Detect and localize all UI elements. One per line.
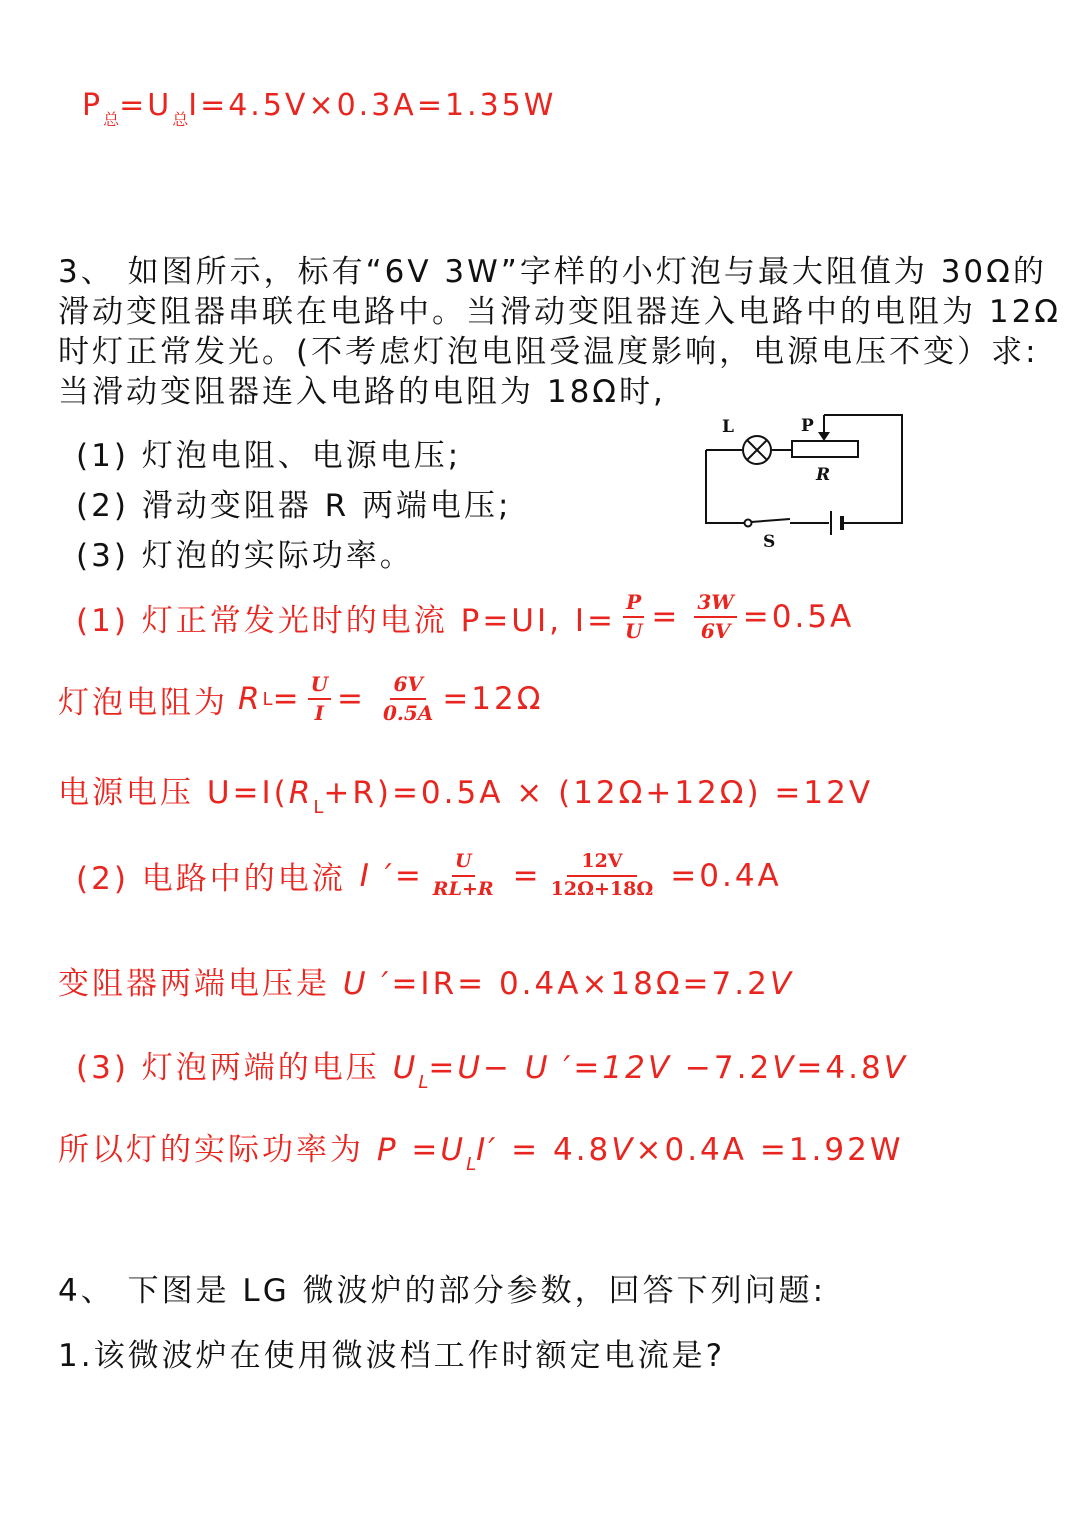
solution-step-1-prefix: (1) 灯正常发光时的电流 P=UI, I=: [76, 602, 616, 639]
problem3-line1: 3、 如图所示，标有“6V 3W”字样的小灯泡与最大阻值为 30Ω的: [58, 254, 1047, 290]
solution-step-5-prefix: 变阻器两端电压是: [58, 966, 330, 1002]
problem3-question-3: (3) 灯泡的实际功率。: [76, 538, 414, 574]
fraction-numerator: P: [623, 592, 644, 618]
solution-step-6-v: V: [772, 1050, 797, 1086]
circuit-wire-right: [824, 415, 902, 523]
solution-step-3-prefix: 电源电压 U=I(: [58, 775, 289, 811]
rheostat-slider-arrow: [818, 415, 830, 441]
fraction-denominator: U: [624, 619, 643, 643]
solution-step-7-sub: L: [466, 1154, 477, 1175]
solution-step-6-end: =4.8: [796, 1050, 884, 1086]
solution-step-7-p: P =U: [376, 1132, 467, 1168]
solution-step-2-r: R: [238, 681, 263, 717]
circuit-wire: [706, 450, 745, 523]
circuit-label-p: P: [801, 416, 814, 436]
solution-step-3-sub: L: [313, 797, 324, 818]
solution-step-4-i: I ′: [359, 857, 395, 894]
solution-step-2-result: =12Ω: [442, 681, 544, 717]
solution-step-1-eq: =: [651, 599, 681, 635]
solution-step-7-end: ×0.4A =1.92W: [635, 1132, 904, 1168]
solution-step-7-v: V: [611, 1132, 636, 1168]
solution-step-5: [58, 958, 794, 1003]
fraction-3w-over-6v: [694, 592, 736, 642]
solution-step-6-v2: V: [883, 1050, 908, 1086]
solution-step-4-prefix: (2) 电路中的电流: [76, 861, 346, 898]
solution-step-4-result: =0.4A: [670, 857, 782, 894]
fraction-denominator: 0.5A: [383, 701, 434, 725]
circuit-label-l: L: [722, 417, 734, 437]
solution-step-2-eq: =: [272, 681, 302, 717]
problem3-question-1: (1) 灯泡电阻、电源电压;: [76, 438, 462, 474]
battery-icon: [831, 511, 842, 535]
solution-step-3-r: R: [288, 775, 314, 811]
solution-step-4-eq: =: [394, 857, 424, 894]
top-formula-sub-total-2: 总: [172, 110, 189, 129]
problem4-line2: 1.该微波炉在使用微波档工作时额定电流是?: [58, 1338, 726, 1374]
solution-step-7-i: I′: [476, 1132, 499, 1168]
fraction-denominator: I: [314, 701, 324, 725]
problem3-line3: 时灯正常发光。(不考虑灯泡电阻受温度影响，电源电压不变）求:: [58, 334, 1039, 370]
rheostat-resistor: [792, 441, 858, 457]
solution-step-6-u: U: [392, 1050, 419, 1086]
solution-step-2-sub: L: [262, 688, 273, 710]
solution-step-2-prefix: 灯泡电阻为: [58, 684, 228, 721]
solution-step-3: [58, 767, 873, 818]
top-formula-p: P: [82, 88, 104, 123]
fraction-denominator: 6V: [700, 619, 731, 643]
fraction-numerator: U: [308, 674, 331, 700]
top-formula: [82, 88, 556, 130]
solution-step-6-prefix: (3) 灯泡两端的电压: [76, 1050, 380, 1086]
solution-step-5-u: U ′: [342, 966, 392, 1002]
switch-icon: [745, 519, 791, 527]
fraction-u-over-rl-plus-r: [430, 852, 497, 900]
solution-step-7: [58, 1124, 904, 1175]
circuit-label-r: R: [816, 465, 831, 485]
solution-step-6-mid: =U− U ′=12V: [428, 1050, 673, 1086]
problem4-line1: 4、 下图是 LG 微波炉的部分参数，回答下列问题:: [58, 1273, 827, 1309]
fraction-6v-over-05a: [380, 674, 436, 724]
problem3-line4: 当滑动变阻器连入电路的电阻为 18Ω时,: [58, 374, 666, 410]
solution-step-3-rest: +R)=0.5A × (12Ω+12Ω) =12V: [323, 775, 874, 811]
solution-step-5-v: V: [769, 966, 795, 1002]
solution-step-7-prefix: 所以灯的实际功率为: [58, 1132, 364, 1168]
solution-step-4-eq2: =: [512, 857, 542, 894]
solution-step-5-rest: =IR= 0.4A×18Ω=7.2: [391, 966, 770, 1002]
solution-step-7-rest: = 4.8: [498, 1132, 612, 1168]
circuit-label-s: S: [763, 532, 776, 552]
fraction-numerator: 12V: [567, 852, 636, 877]
solution-step-4: [76, 852, 782, 900]
solution-step-2: [58, 674, 543, 724]
top-formula-eq-u: =U: [119, 88, 173, 123]
fraction-numerator: 3W: [694, 592, 736, 618]
circuit-diagram: [690, 405, 920, 555]
fraction-denominator: 12Ω+18Ω: [550, 877, 654, 900]
lamp-icon: [743, 436, 771, 464]
top-formula-rest: I=4.5V×0.3A=1.35W: [188, 88, 557, 123]
fraction-numerator: U: [452, 852, 475, 877]
fraction-denominator: RL+R: [432, 877, 494, 900]
top-formula-sub-total-1: 总: [103, 110, 120, 129]
solution-step-2-eq2: =: [337, 681, 366, 717]
solution-step-1-result: =0.5A: [742, 599, 855, 635]
fraction-u-over-i: [308, 674, 331, 724]
problem3-question-2: (2) 滑动变阻器 R 两端电压;: [76, 488, 512, 524]
solution-step-1: [76, 592, 854, 642]
problem3-line2: 滑动变阻器串联在电路中。当滑动变阻器连入电路中的电阻为 12Ω: [58, 294, 1061, 330]
fraction-numerator: 6V: [390, 674, 425, 700]
solution-step-6-rest: −7.2: [672, 1050, 773, 1086]
solution-step-6: [76, 1042, 908, 1093]
solution-step-6-sub: L: [418, 1072, 429, 1093]
fraction-p-over-u: [622, 592, 645, 642]
fraction-12v-over-sum: [548, 852, 657, 900]
